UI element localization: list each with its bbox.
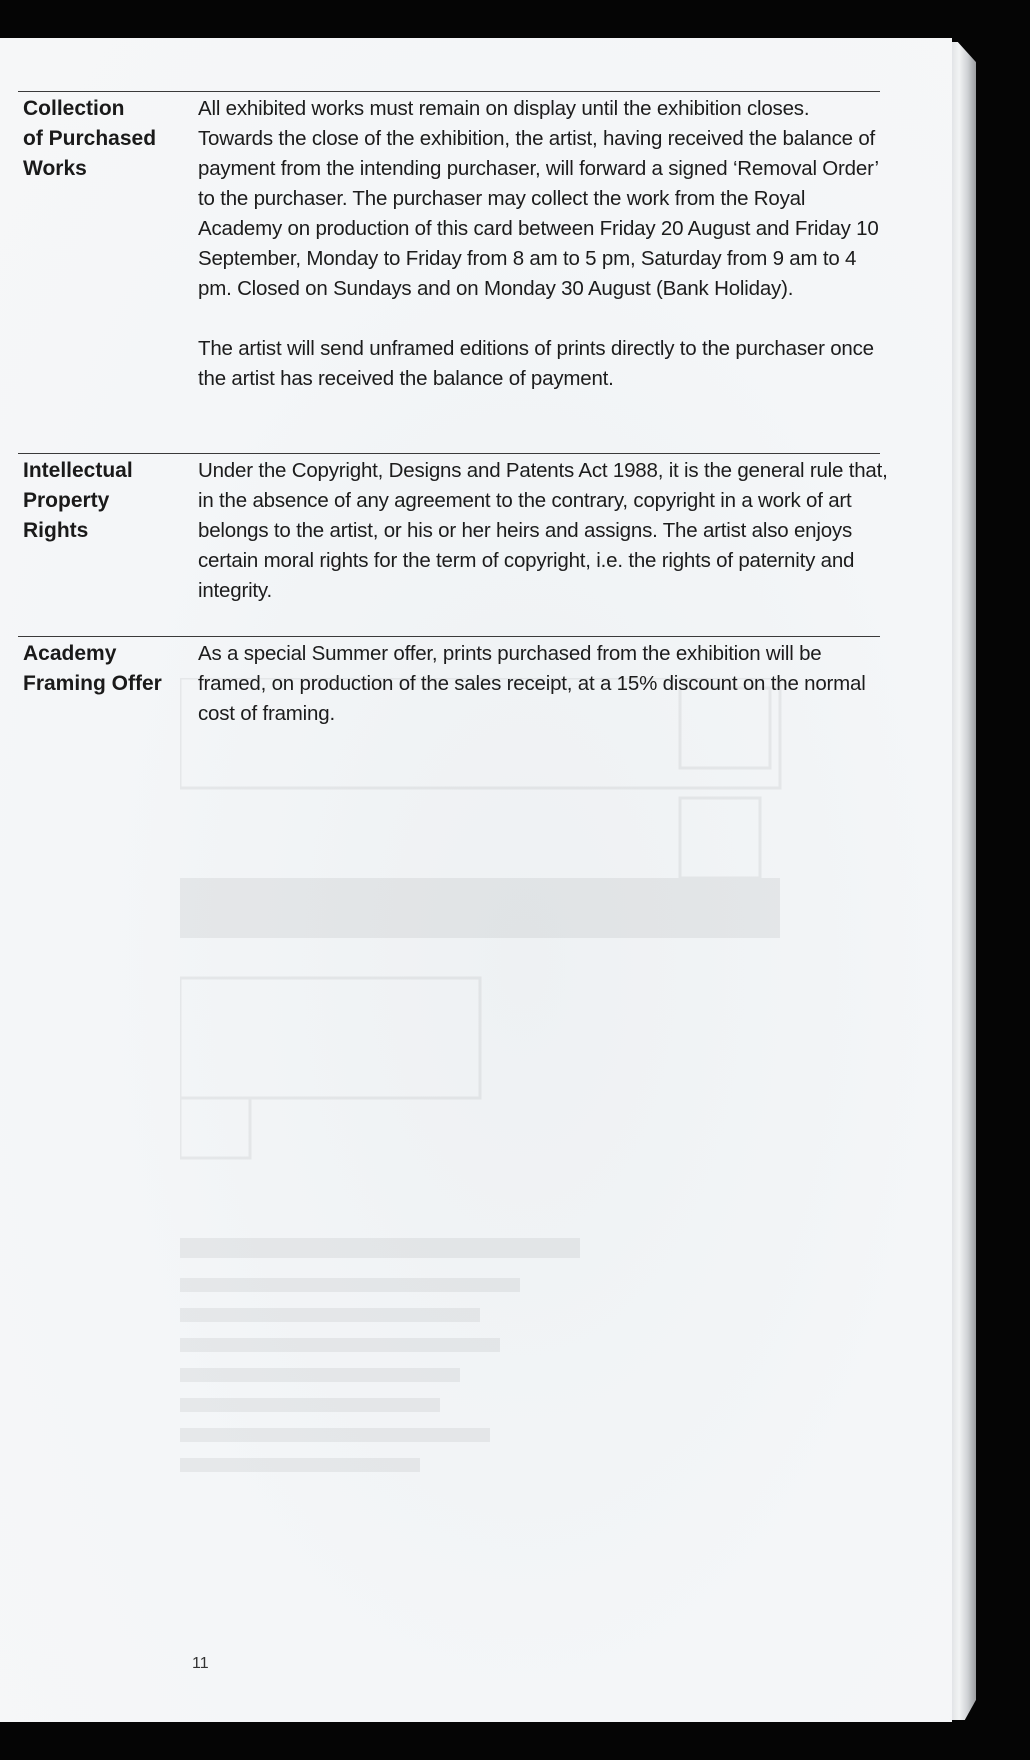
show-through-artwork — [180, 678, 880, 1678]
section-body — [198, 456, 888, 606]
section-academy-framing-offer — [18, 636, 880, 757]
section-intellectual-property-rights — [18, 453, 888, 634]
section-heading: Intellectual Property Rights — [23, 459, 133, 542]
section-heading: Collection of Purchased Works — [23, 97, 157, 180]
page-edge — [948, 42, 976, 1720]
section-heading: Academy Framing Offer — [23, 642, 162, 695]
section-body — [198, 639, 888, 729]
page-number: 11 — [192, 1655, 209, 1672]
document-page — [0, 38, 952, 1722]
paragraph: All exhibited works must remain on display until the exhibition closes. Towards the close of the exhibition, the artist, having received the balance of payment from the intending purchaser, will forward a signed ‘Removal Order’ to the purchaser. The purchaser may collect the work from the Royal Academy on production of this card between Friday 20 August and Friday 10 September, Monday to Friday from 8 am to 5 pm, Saturday from 9 am to 4 pm. Closed on Sundays and on Monday 30 August (Bank Holiday). — [198, 97, 879, 300]
paragraph: The artist will send unframed editions of prints directly to the purchaser once the artist has received the balance of payment. — [198, 337, 874, 390]
section-collection-of-purchased-works — [18, 91, 880, 452]
section-body — [198, 94, 888, 394]
paragraph: Under the Copyright, Designs and Patents Act 1988, it is the general rule that, in the absence of any agreement to the contrary, copyright in a work of art belongs to the artist, or his or her heirs and assigns. The artist also enjoys certain moral rights for the term of copyright, i.e. the rights of paternity and integrity. — [198, 459, 888, 602]
paragraph: As a special Summer offer, prints purchased from the exhibition will be framed, on production of the sales receipt, at a 15% discount on the normal cost of framing. — [198, 642, 866, 725]
